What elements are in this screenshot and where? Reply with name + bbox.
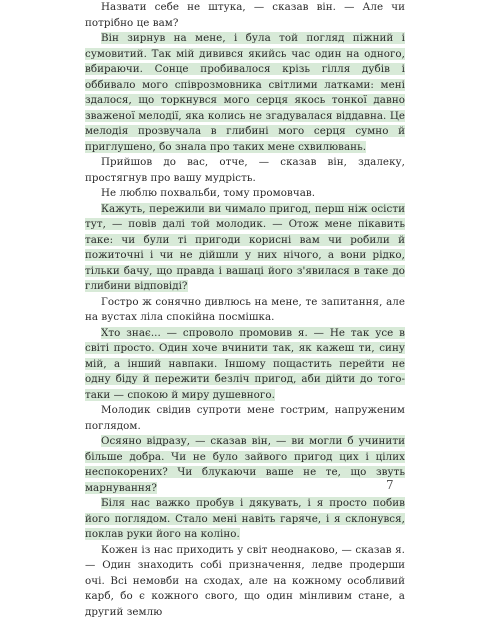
paragraph bbox=[85, 186, 405, 202]
paragraph bbox=[85, 543, 405, 620]
paragraph-text: Прийшов до вас, отче, — сказав він, здалеку, простягнув про вашу мудрість. bbox=[85, 156, 405, 184]
highlighted-text: Кажуть, пережили ви чимало пригод, перш ніж осісти тут, — повів далі той молодик. — Отож мене пікавить таке: чи були ті пригоди корисні вам чи робили й пожиточні і чи не дійшли у них нічого, а вони рідко, тільки бачу, що правда і вашаці його з'явилася в таке до глибини відповіді? bbox=[85, 203, 405, 293]
body-text bbox=[85, 0, 405, 620]
paragraph-text: Молодик свідив супроти мене гострим, напруженим поглядом. bbox=[85, 404, 405, 432]
paragraph-text: Гостро ж сонячно дивлюсь на мене, те запитання, але на вустах ліла спокійна посмішка. bbox=[85, 296, 405, 324]
paragraph bbox=[85, 0, 405, 31]
paragraph bbox=[85, 403, 405, 434]
paragraph bbox=[85, 202, 405, 295]
highlighted-text: Осяяно відразу, — сказав він, — ви могли б учинити більше добра. Чи не було зайвого пригод цих і цілих неспокорених? Чи блукаючи ваше не те, що звуть марнування? bbox=[85, 435, 405, 494]
paragraph bbox=[85, 326, 405, 404]
paragraph-text: Назвати себе не штука, — сказав він. — Але чи потрібно це вам? bbox=[85, 1, 405, 29]
highlighted-text: Він зирнув на мене, і була той погляд піжний і сумовитий. Так мій дивився якийсь час один на одного, вбираючи. Сонце пробивалося крізь гілля дубів і оббивало мого співрозмовника світлими латками: мені здалося, що торкнувся мого серця якось тонкої давно зваженої мелодії, яка колись не згадувалася віддавна. Це мелодія прозвучала в глибині мого серця сумно й приглушено, бо знала про таких мене схвилювань. bbox=[85, 32, 405, 153]
paragraph-text: Кожен із нас приходить у світ неоднаково, — сказав я. — Один знаходить собі призначення, ледве продерши очі. Всі немовби на сходах, але на кожному особливий карб, бо є кожного свого, що один мінливим стане, а другий землю bbox=[85, 544, 405, 618]
paragraph bbox=[85, 31, 405, 155]
paragraph bbox=[85, 155, 405, 186]
paragraph bbox=[85, 496, 405, 543]
highlighted-text: Біля нас важко пробув і дякувать, і я просто побив його поглядом. Стало мені навіть гаряче, і я склонувся, поклав руки його на коліно. bbox=[85, 497, 405, 540]
highlighted-text: Хто знає... — спроволо промовив я. — Не так усе в світі просто. Один хоче вчинити так, як кажеш ти, сину мій, а інший навпаки. Іншому пощастить перейти не одну біду й пережити безліч пригод, аби дійти до того-таки — спокою й миру душевного. bbox=[85, 327, 405, 401]
paragraph bbox=[85, 434, 405, 496]
paragraph bbox=[85, 295, 405, 326]
paragraph-text: Не люблю похвальби, тому промовчав. bbox=[101, 187, 315, 199]
page-number: 7 bbox=[386, 478, 394, 492]
